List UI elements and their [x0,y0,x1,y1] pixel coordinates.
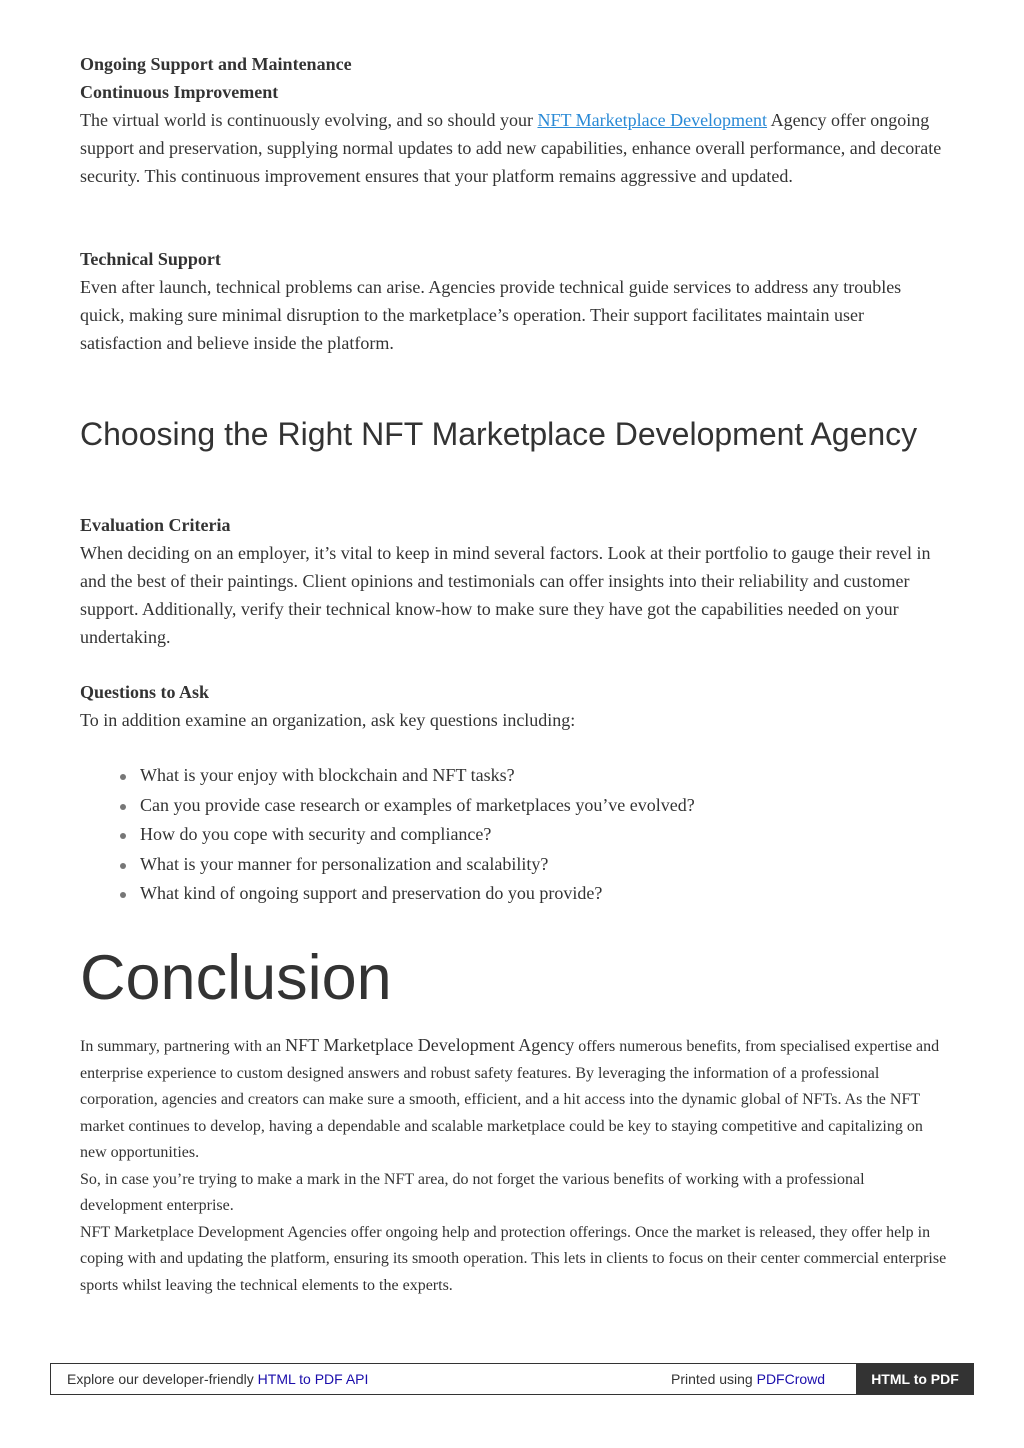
list-item: What is your enjoy with blockchain and NFT tasks? [140,761,950,791]
pdfcrowd-link[interactable]: PDFCrowd [756,1371,826,1387]
continuous-improvement-heading: Continuous Improvement [80,82,279,102]
footer-printed [671,1371,825,1387]
conclusion-text-b: offers numerous benefits, from specialised expertise and enterprise experience to custom designed answers and robust safety features. By leveraging the information of a professional corporation, agencies and creators can make sure a smooth, efficient, and a hit access into the dynamic global of NFTs. As the NFT market continues to develop, having a dependable and scalable marketplace could be key to staying competitive and capitalizing on new opportunities. [80,1038,940,1161]
list-item: Can you provide case research or examples of marketplaces you’ve evolved? [140,791,950,821]
choosing-agency-heading: Choosing the Right NFT Marketplace Development Agency [80,416,918,452]
conclusion-text-a: In summary, partnering with an [80,1038,286,1055]
questions-heading: Questions to Ask [80,682,210,702]
html-to-pdf-api-link[interactable]: HTML to PDF API [257,1371,369,1387]
continuous-improvement-paragraph [80,106,950,190]
continuous-text-after: Agency offer ongoing support and preservation, supplying normal updates to add new capabilities, enhance overall performance, and decorate security. This continuous improvement ensures that your platform remains aggressive and updated. [80,110,942,186]
conclusion-agency-term: NFT Marketplace Development Agency [285,1035,575,1055]
technical-support-heading: Technical Support [80,249,221,269]
evaluation-criteria-heading: Evaluation Criteria [80,515,231,535]
evaluation-criteria-paragraph: When deciding on an employer, it’s vital to keep in mind several factors. Look at their portfolio to gauge their revel in and the best of their paintings. Client opinions and testimonials can offer insights into their reliability and customer support. Additionally, verify their technical know-how to make sure they have got the capabilities needed on your undertaking. [80,543,931,647]
footer-explore [67,1371,368,1387]
conclusion-paragraph-2: So, in case you’re trying to make a mark in the NFT area, do not forget the various benefits of working with a professional development enterprise. [80,1170,865,1214]
technical-support-paragraph: Even after launch, technical problems can arise. Agencies provide technical guide services to address any troubles quick, making sure minimal disruption to the marketplace’s operation. Their support facilitates maintain user satisfaction and believe inside the platform. [80,277,902,353]
conclusion-heading: Conclusion [80,943,392,1013]
conclusion-paragraph-3: NFT Marketplace Development Agencies offer ongoing help and protection offerings. Once the market is released, they offer help in coping with and updating the platform, ensuring its smooth operation. This lets in clients to focus on their center commercial enterprise sports whilst leaving the technical elements to the experts. [80,1223,947,1294]
html-to-pdf-button[interactable]: HTML to PDF [856,1363,974,1395]
list-item: How do you cope with security and compliance? [140,820,950,850]
questions-list [80,761,950,909]
list-item: What kind of ongoing support and preservation do you provide? [140,879,950,909]
continuous-text-before: The virtual world is continuously evolving, and so should your [80,110,538,130]
nft-marketplace-link[interactable]: NFT Marketplace Development [537,110,768,130]
pdfcrowd-footer [50,1363,974,1395]
questions-intro: To in addition examine an organization, ask key questions including: [80,710,576,730]
conclusion-paragraph-1 [80,1032,950,1167]
list-item: What is your manner for personalization and scalability? [140,850,950,880]
ongoing-support-heading: Ongoing Support and Maintenance [80,54,352,74]
footer-explore-text: Explore our developer-friendly [67,1371,258,1387]
footer-printed-text: Printed using [671,1371,757,1387]
